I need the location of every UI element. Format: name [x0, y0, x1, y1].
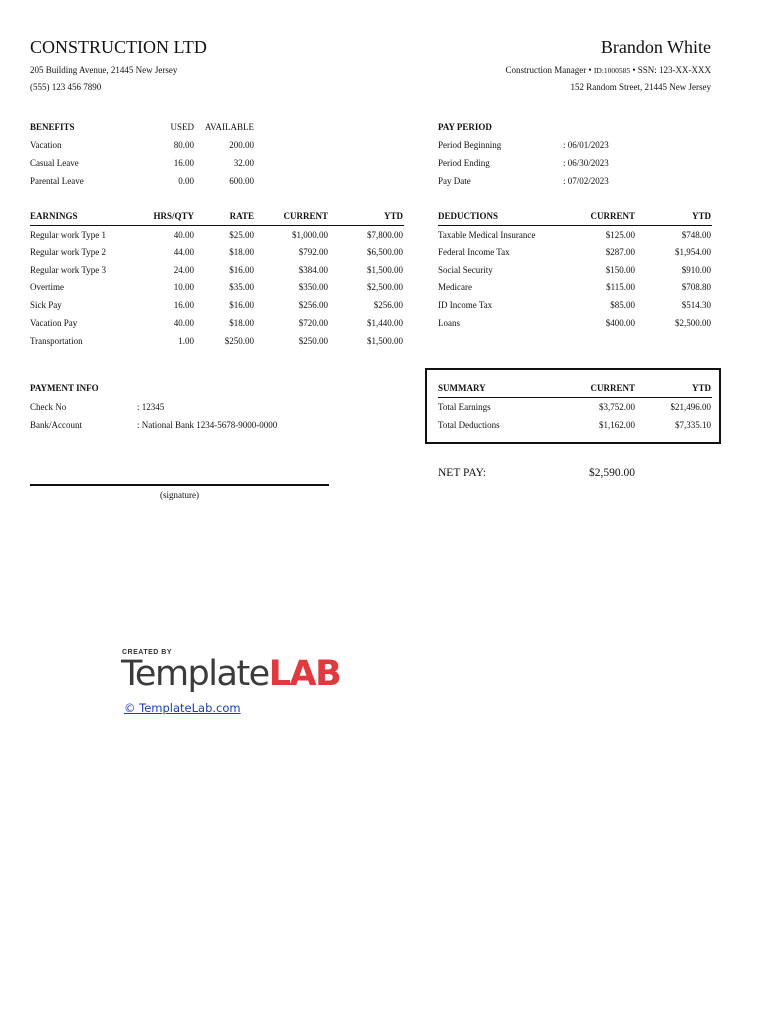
earnings-row-rate: $35.00 — [229, 282, 254, 292]
deductions-row-current: $400.00 — [605, 318, 635, 328]
deductions-row-ytd: $708.80 — [681, 282, 711, 292]
benefits-row-available: 600.00 — [229, 176, 254, 186]
earnings-row-label: Regular work Type 1 — [30, 230, 106, 240]
benefits-col-used: USED — [170, 122, 194, 132]
earnings-col-current: CURRENT — [283, 211, 328, 221]
earnings-row-current: $720.00 — [298, 318, 328, 328]
deductions-row-ytd: $2,500.00 — [675, 318, 711, 328]
benefits-header: BENEFITS — [30, 122, 75, 132]
earnings-row-rate: $18.00 — [229, 318, 254, 328]
earnings-row-qty: 1.00 — [178, 336, 194, 346]
earnings-row-rate: $16.00 — [229, 300, 254, 310]
templatelab-logo — [121, 654, 340, 694]
pay-period-label: Pay Date — [438, 176, 471, 186]
benefits-row-used: 16.00 — [173, 158, 194, 168]
earnings-row-ytd: $1,500.00 — [367, 336, 403, 346]
summary-row-label: Total Deductions — [438, 420, 500, 430]
net-pay-label: NET PAY: — [438, 467, 487, 479]
summary-row-label: Total Earnings — [438, 402, 491, 412]
logo-created-by: CREATED BY — [122, 649, 172, 656]
deductions-row-current: $125.00 — [605, 230, 635, 240]
employee-id: ID:1000585 — [593, 66, 631, 75]
deductions-row-current: $287.00 — [605, 247, 635, 257]
benefits-row-label: Casual Leave — [30, 158, 79, 168]
earnings-row-current: $250.00 — [298, 336, 328, 346]
summary-header-rule — [438, 397, 712, 398]
payment-info-label: Bank/Account — [30, 420, 82, 430]
benefits-row-available: 32.00 — [233, 158, 254, 168]
logo-part-template: Template — [121, 654, 269, 694]
earnings-row-rate: $18.00 — [229, 247, 254, 257]
earnings-row-ytd: $6,500.00 — [367, 247, 403, 257]
deductions-row-label: Social Security — [438, 265, 493, 275]
benefits-row-used: 0.00 — [178, 176, 194, 186]
pay-period-value: : 07/02/2023 — [563, 176, 609, 186]
earnings-row-current: $1,000.00 — [292, 230, 328, 240]
deductions-row-label: Loans — [438, 318, 460, 328]
benefits-row-used: 80.00 — [173, 140, 194, 150]
earnings-col-ytd: YTD — [383, 211, 403, 221]
earnings-row-qty: 16.00 — [173, 300, 194, 310]
earnings-row-current: $384.00 — [298, 265, 328, 275]
earnings-row-label: Regular work Type 3 — [30, 265, 106, 275]
earnings-row-qty: 40.00 — [173, 230, 194, 240]
earnings-col-rate: RATE — [229, 211, 254, 221]
pay-period-label: Period Beginning — [438, 140, 502, 150]
earnings-row-rate: $250.00 — [224, 336, 254, 346]
earnings-row-qty: 10.00 — [173, 282, 194, 292]
company-address: 205 Building Avenue, 21445 New Jersey — [30, 65, 178, 75]
deductions-row-ytd: $1,954.00 — [675, 247, 711, 257]
earnings-row-rate: $16.00 — [229, 265, 254, 275]
earnings-row-current: $792.00 — [298, 247, 328, 257]
summary-col-ytd: YTD — [691, 383, 711, 393]
company-phone: (555) 123 456 7890 — [30, 82, 102, 92]
net-pay-value: $2,590.00 — [589, 467, 635, 479]
company-name: CONSTRUCTION LTD — [30, 37, 207, 57]
benefits-row-label: Vacation — [30, 140, 62, 150]
summary-header: SUMMARY — [438, 383, 486, 393]
signature-line — [30, 484, 329, 486]
signature-caption: (signature) — [160, 490, 199, 500]
earnings-row-qty: 24.00 — [173, 265, 194, 275]
deductions-row-label: ID Income Tax — [438, 300, 493, 310]
benefits-row-label: Parental Leave — [30, 176, 84, 186]
earnings-row-label: Sick Pay — [30, 300, 62, 310]
pay-period-value: : 06/01/2023 — [563, 140, 609, 150]
earnings-row-current: $350.00 — [298, 282, 328, 292]
deductions-row-current: $85.00 — [610, 300, 635, 310]
earnings-row-rate: $25.00 — [229, 230, 254, 240]
earnings-row-ytd: $1,500.00 — [367, 265, 403, 275]
employee-title-line — [505, 64, 711, 77]
earnings-row-ytd: $1,440.00 — [367, 318, 403, 328]
earnings-row-ytd: $7,800.00 — [367, 230, 403, 240]
earnings-row-qty: 44.00 — [173, 247, 194, 257]
employee-name: Brandon White — [600, 37, 711, 57]
deductions-row-ytd: $748.00 — [681, 230, 711, 240]
earnings-header: EARNINGS — [30, 211, 78, 221]
deductions-header: DEDUCTIONS — [438, 211, 499, 221]
earnings-row-ytd: $2,500.00 — [367, 282, 403, 292]
deductions-row-ytd: $910.00 — [681, 265, 711, 275]
payment-info-header: PAYMENT INFO — [30, 383, 99, 393]
earnings-row-current: $256.00 — [298, 300, 328, 310]
deductions-row-label: Federal Income Tax — [438, 247, 510, 257]
deductions-col-current: CURRENT — [590, 211, 635, 221]
summary-row-current: $1,162.00 — [599, 420, 635, 430]
summary-row-ytd: $7,335.10 — [675, 420, 711, 430]
earnings-row-ytd: $256.00 — [373, 300, 403, 310]
summary-row-ytd: $21,496.00 — [670, 402, 711, 412]
benefits-row-available: 200.00 — [229, 140, 254, 150]
earnings-row-label: Transportation — [30, 336, 83, 346]
earnings-row-qty: 40.00 — [173, 318, 194, 328]
summary-row-current: $3,752.00 — [599, 402, 635, 412]
earnings-row-label: Overtime — [30, 282, 64, 292]
deductions-row-ytd: $514.30 — [681, 300, 711, 310]
deductions-row-label: Medicare — [438, 282, 472, 292]
payment-info-value: : 12345 — [137, 402, 165, 412]
pay-period-value: : 06/30/2023 — [563, 158, 609, 168]
earnings-header-rule — [30, 225, 404, 226]
deductions-row-label: Taxable Medical Insurance — [438, 230, 536, 240]
employee-address: 152 Random Street, 21445 New Jersey — [570, 82, 711, 92]
benefits-col-available: AVAILABLE — [204, 122, 254, 132]
deductions-row-current: $115.00 — [606, 282, 635, 292]
employee-ssn: • SSN: 123-XX-XXX — [630, 65, 711, 75]
templatelab-link[interactable]: © TemplateLab.com — [124, 701, 241, 715]
summary-col-current: CURRENT — [590, 383, 635, 393]
earnings-row-label: Vacation Pay — [30, 318, 78, 328]
deductions-col-ytd: YTD — [691, 211, 711, 221]
employee-title: Construction Manager • — [505, 65, 594, 75]
earnings-col-qty: HRS/QTY — [153, 211, 194, 221]
pay-period-label: Period Ending — [438, 158, 490, 168]
payment-info-value: : National Bank 1234-5678-9000-0000 — [137, 420, 278, 430]
deductions-header-rule — [438, 225, 712, 226]
deductions-row-current: $150.00 — [605, 265, 635, 275]
pay-period-header: PAY PERIOD — [438, 122, 492, 132]
earnings-row-label: Regular work Type 2 — [30, 247, 106, 257]
logo-part-lab: LAB — [268, 654, 341, 694]
payment-info-label: Check No — [30, 402, 67, 412]
